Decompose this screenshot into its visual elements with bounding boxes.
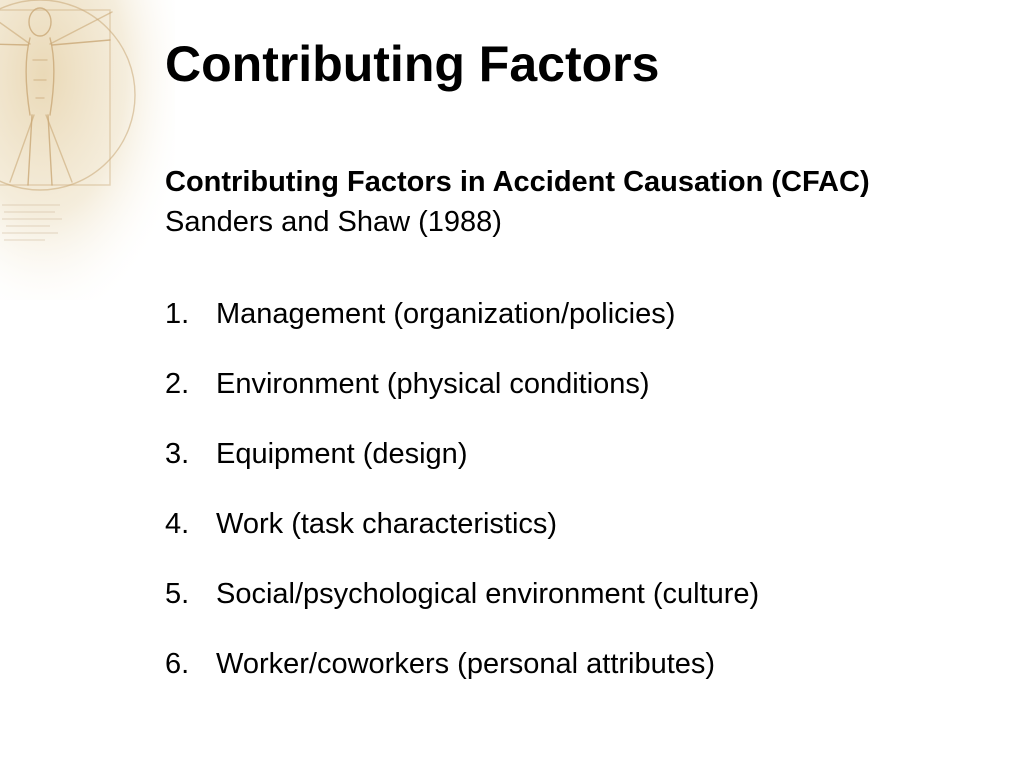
list-item-number: 2. [165, 368, 190, 400]
factor-list [165, 296, 759, 716]
vitruvian-man-sketch [0, 0, 175, 300]
list-item [165, 366, 759, 436]
list-item [165, 436, 759, 506]
list-item-label: Environment (physical conditions) [216, 368, 650, 400]
list-item [165, 576, 759, 646]
slide-title: Contributing Factors [165, 36, 660, 92]
list-item-number: 5. [165, 578, 190, 610]
list-item-label: Social/psychological environment (culture) [216, 578, 760, 610]
list-item-number: 6. [165, 648, 190, 680]
list-item-number: 3. [165, 438, 190, 470]
list-item [165, 296, 759, 366]
list-item [165, 646, 759, 716]
list-item [165, 506, 759, 576]
list-item-number: 4. [165, 508, 190, 540]
list-item-label: Work (task characteristics) [216, 508, 558, 540]
slide-citation: Sanders and Shaw (1988) [165, 206, 502, 238]
list-item-label: Equipment (design) [216, 438, 468, 470]
list-item-label: Management (organization/policies) [216, 298, 676, 330]
slide-subtitle: Contributing Factors in Accident Causation (CFAC) [165, 166, 870, 198]
list-item-label: Worker/coworkers (personal attributes) [216, 648, 716, 680]
list-item-number: 1. [165, 298, 190, 330]
